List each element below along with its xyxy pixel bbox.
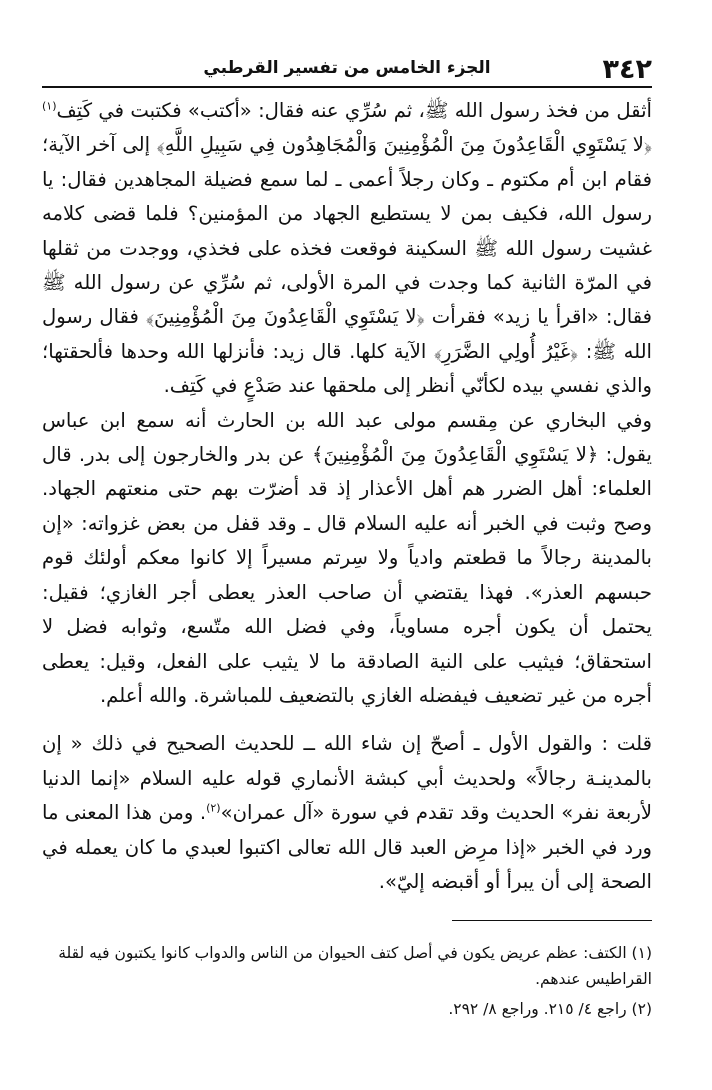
footnotes [42,940,652,1026]
paragraph-1 [42,94,652,404]
footnote-divider [452,920,652,921]
book-page [42,52,652,1062]
page-header [42,52,652,88]
paragraph-2: وفي البخاري عن مِقسم مولى عبد الله بن الحارث أنه سمع ابن عباس يقول: ﴿لا يَسْتَوِي الْقَاعِدُونَ مِنَ الْمُؤْمِنِينَ﴾ عن بدر والخارجون إلى بدر. قال العلماء: أهل الضرر هم أهل الأعذار إذ قد أضرّت بهم حتى منعتهم الجهاد. وصح وثبت في الخبر أنه عليه السلام قال ـ وقد قفل من بعض غزواته: «إن بالمدينة رجالاً ما قطعتم وادياً ولا سِرتم مسيراً إلا كانوا معكم أولئك قوم حبسهم العذر». فهذا يقتضي أن صاحب العذر يعطى أجر الغازي؛ فقيل: يحتمل أن يكون أجره مساوياً، وفي فضل الله متّسع، وثوابه فضل لا استحقاق؛ فيثيب على النية الصادقة ما لا يثيب على الفعل، وقيل: يعطى أجره من غير تضعيف فيفضله الغازي بالتضعيف للمباشرة. والله أعلم. [42,408,652,707]
main-text [42,94,652,899]
paragraph-3-start: قلت : والقول الأول ـ أصحّ إن شاء الله ــ للحديث الصحيح في ذلك « إن بالمدينـة رجالاً» ولحديث أبي كبشة الأنماري قوله عليه السلام «إنما الدنيا لأربعة نفر» الحديث وقد تقدم في سورة «آل عمران» [42,732,652,825]
paragraph-3 [42,727,652,899]
paragraph-1-rest: ﴿لا يَسْتَوِي الْقَاعِدُونَ مِنَ الْمُؤْمِنِينَ وَالْمُجَاهِدُون فِي سَبِيلِ اللَّهِ﴾ إلى آخر الآية؛ فقام ابن أم مكتوم ـ وكان رجلاً أعمى ـ لما سمع فضيلة المجاهدين فقال: يا رسول الله، فكيف بمن لا يستطيع الجهاد من المؤمنين؟ فلما قضى كلامه غشيت رسول الله ﷺ السكينة فوقعت فخذه على فخذي، ووجدت من ثقلها في المرّة الثانية كما وجدت في المرة الأولى، ثم سُرِّي عن رسول الله ﷺ فقال: «اقرأ يا زيد» فقرأت ﴿لا يَسْتَوِي الْقَاعِدُونَ مِنَ الْمُؤْمِنِينَ﴾ فقال رسول الله ﷺ: ﴿غَيْرُ أُولِي الضَّرَرِ﴾ الآية كلها. قال زيد: فأنزلها الله وحدها فألحقتها؛ والذي نفسي بيده لكأنّي أنظر إلى ملحقها عند صَدْعٍ في كَتِف. [42,133,652,398]
paragraph-1-start: أثقل من فخذ رسول الله ﷺ، ثم سُرِّي عنه فقال: «أكتب» فكتبت في كَتِف [56,99,652,122]
footnote-1: (١) الكتف: عظم عريض يكون في أصل كتف الحيوان من الناس والدواب كانوا يكتبون فيه لقلة القراطيس عندهم. [58,944,652,988]
paragraph-3-rest: . ومن هذا المعنى ما ورد في الخبر «إذا مرِض العبد قال الله تعالى اكتبوا لعبدي ما كان يعمله في الصحة إلى أن يبرأ أو أقبضه إليّ». [42,801,652,893]
footnote-ref-1: (١) [42,99,57,113]
page-number: ٣٤٢ [602,54,652,85]
footnote-2: (٢) راجع ٤/ ٢١٥. وراجع ٨/ ٢٩٢. [448,1000,652,1018]
running-title: الجزء الخامس من تفسير القرطبي [203,58,491,78]
footnote-ref-2: (٢) [206,801,221,815]
